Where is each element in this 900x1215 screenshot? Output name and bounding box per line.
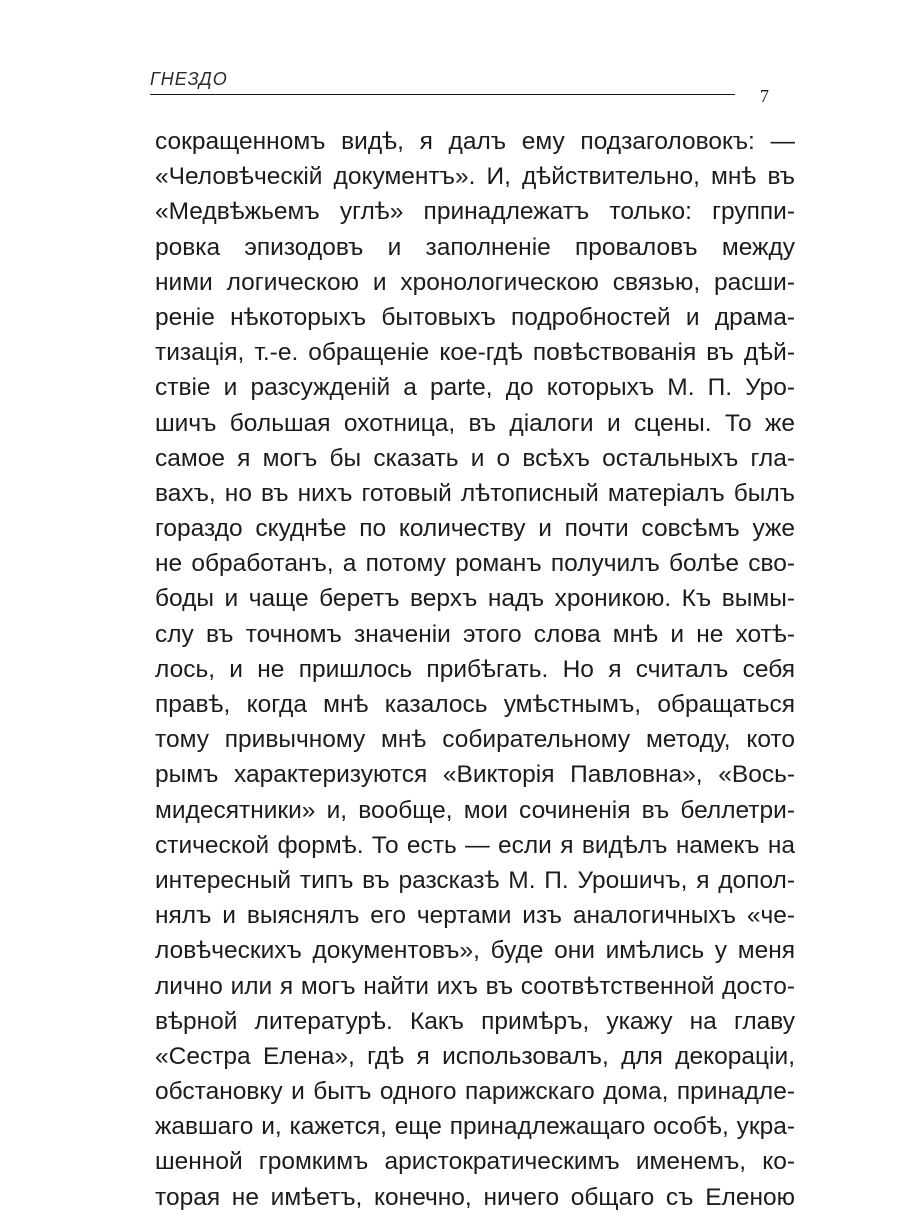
text-line: боды и чаще беретъ верхъ надъ хроникою. Къ вымы-	[155, 585, 795, 613]
text-line: лось, и не пришлось прибѣгать. Но я считалъ себя	[155, 655, 795, 683]
page-header	[150, 68, 755, 92]
running-title: ГНЕЗДО	[150, 69, 228, 89]
text-line: гораздо скуднѣе по количеству и почти совсѣмъ уже	[155, 515, 795, 543]
text-line: лично или я могъ найти ихъ въ соотвѣтственной досто-	[155, 972, 795, 1000]
text-line: сокращенномъ видѣ, я далъ ему подзаголовокъ: —	[155, 128, 795, 155]
text-line: торая не имѣетъ, конечно, ничего общаго съ Еленою	[155, 1183, 795, 1211]
text-line: ловѣческихъ документовъ», буде они имѣлись у меня	[155, 937, 795, 965]
header-rule	[150, 94, 735, 95]
text-line: тизація, т.-е. обращеніе кое-гдѣ повѣствованія въ дѣй-	[155, 339, 795, 367]
text-line: шичъ большая охотница, въ діалоги и сцены. То же	[155, 409, 795, 437]
text-line: ровка эпизодовъ и заполненіе проваловъ между	[155, 233, 795, 261]
text-line: «Сестра Елена», гдѣ я использовалъ, для декораціи,	[155, 1042, 795, 1070]
text-line: «Человѣческій документъ». И, дѣйствительно, мнѣ въ	[155, 163, 795, 191]
text-line: ними логическою и хронологическою связью, расши-	[155, 268, 795, 296]
text-line: слу въ точномъ значеніи этого слова мнѣ и не хотѣ-	[155, 620, 795, 648]
text-line: мидесятники» и, вообще, мои сочиненія въ беллетри-	[155, 796, 795, 824]
text-line: рымъ характеризуются «Викторія Павловна», «Вось-	[155, 761, 795, 789]
text-line: не обработанъ, а потому романъ получилъ болѣе сво-	[155, 550, 795, 578]
text-line: вѣрной литературѣ. Какъ примѣръ, укажу на главу	[155, 1007, 795, 1035]
text-line: нялъ и выяснялъ его чертами изъ аналогичныхъ «че-	[155, 902, 795, 930]
page-number: 7	[760, 86, 769, 106]
text-line: интересный типъ въ разсказѣ М. П. Урошичъ, я допол-	[155, 866, 795, 894]
text-line: стической формѣ. То есть — если я видѣлъ намекъ на	[155, 831, 795, 859]
text-line: обстановку и бытъ одного парижскаго дома, принадле-	[155, 1078, 795, 1106]
text-line: жавшаго и, кажется, еще принадлежащаго особѣ, укра-	[155, 1113, 795, 1141]
text-line: правѣ, когда мнѣ казалось умѣстнымъ, обращаться	[155, 691, 795, 718]
text-line: ствіе и разсужденій a parte, до которыхъ М. П. Уро-	[155, 374, 795, 402]
text-line: самое я могъ бы сказать и о всѣхъ остальныхъ гла-	[155, 444, 795, 472]
text-line: вахъ, но въ нихъ готовый лѣтописный матеріалъ былъ	[155, 479, 795, 507]
body-text	[155, 124, 795, 1215]
text-line: тому привычному мнѣ собирательному методу, кото	[155, 726, 795, 754]
text-line: шенной громкимъ аристократическимъ именемъ, ко-	[155, 1148, 795, 1176]
text-line: реніе нѣкоторыхъ бытовыхъ подробностей и драма-	[155, 303, 795, 331]
text-line: «Медвѣжьемъ углѣ» принадлежатъ только: группи-	[155, 198, 795, 226]
